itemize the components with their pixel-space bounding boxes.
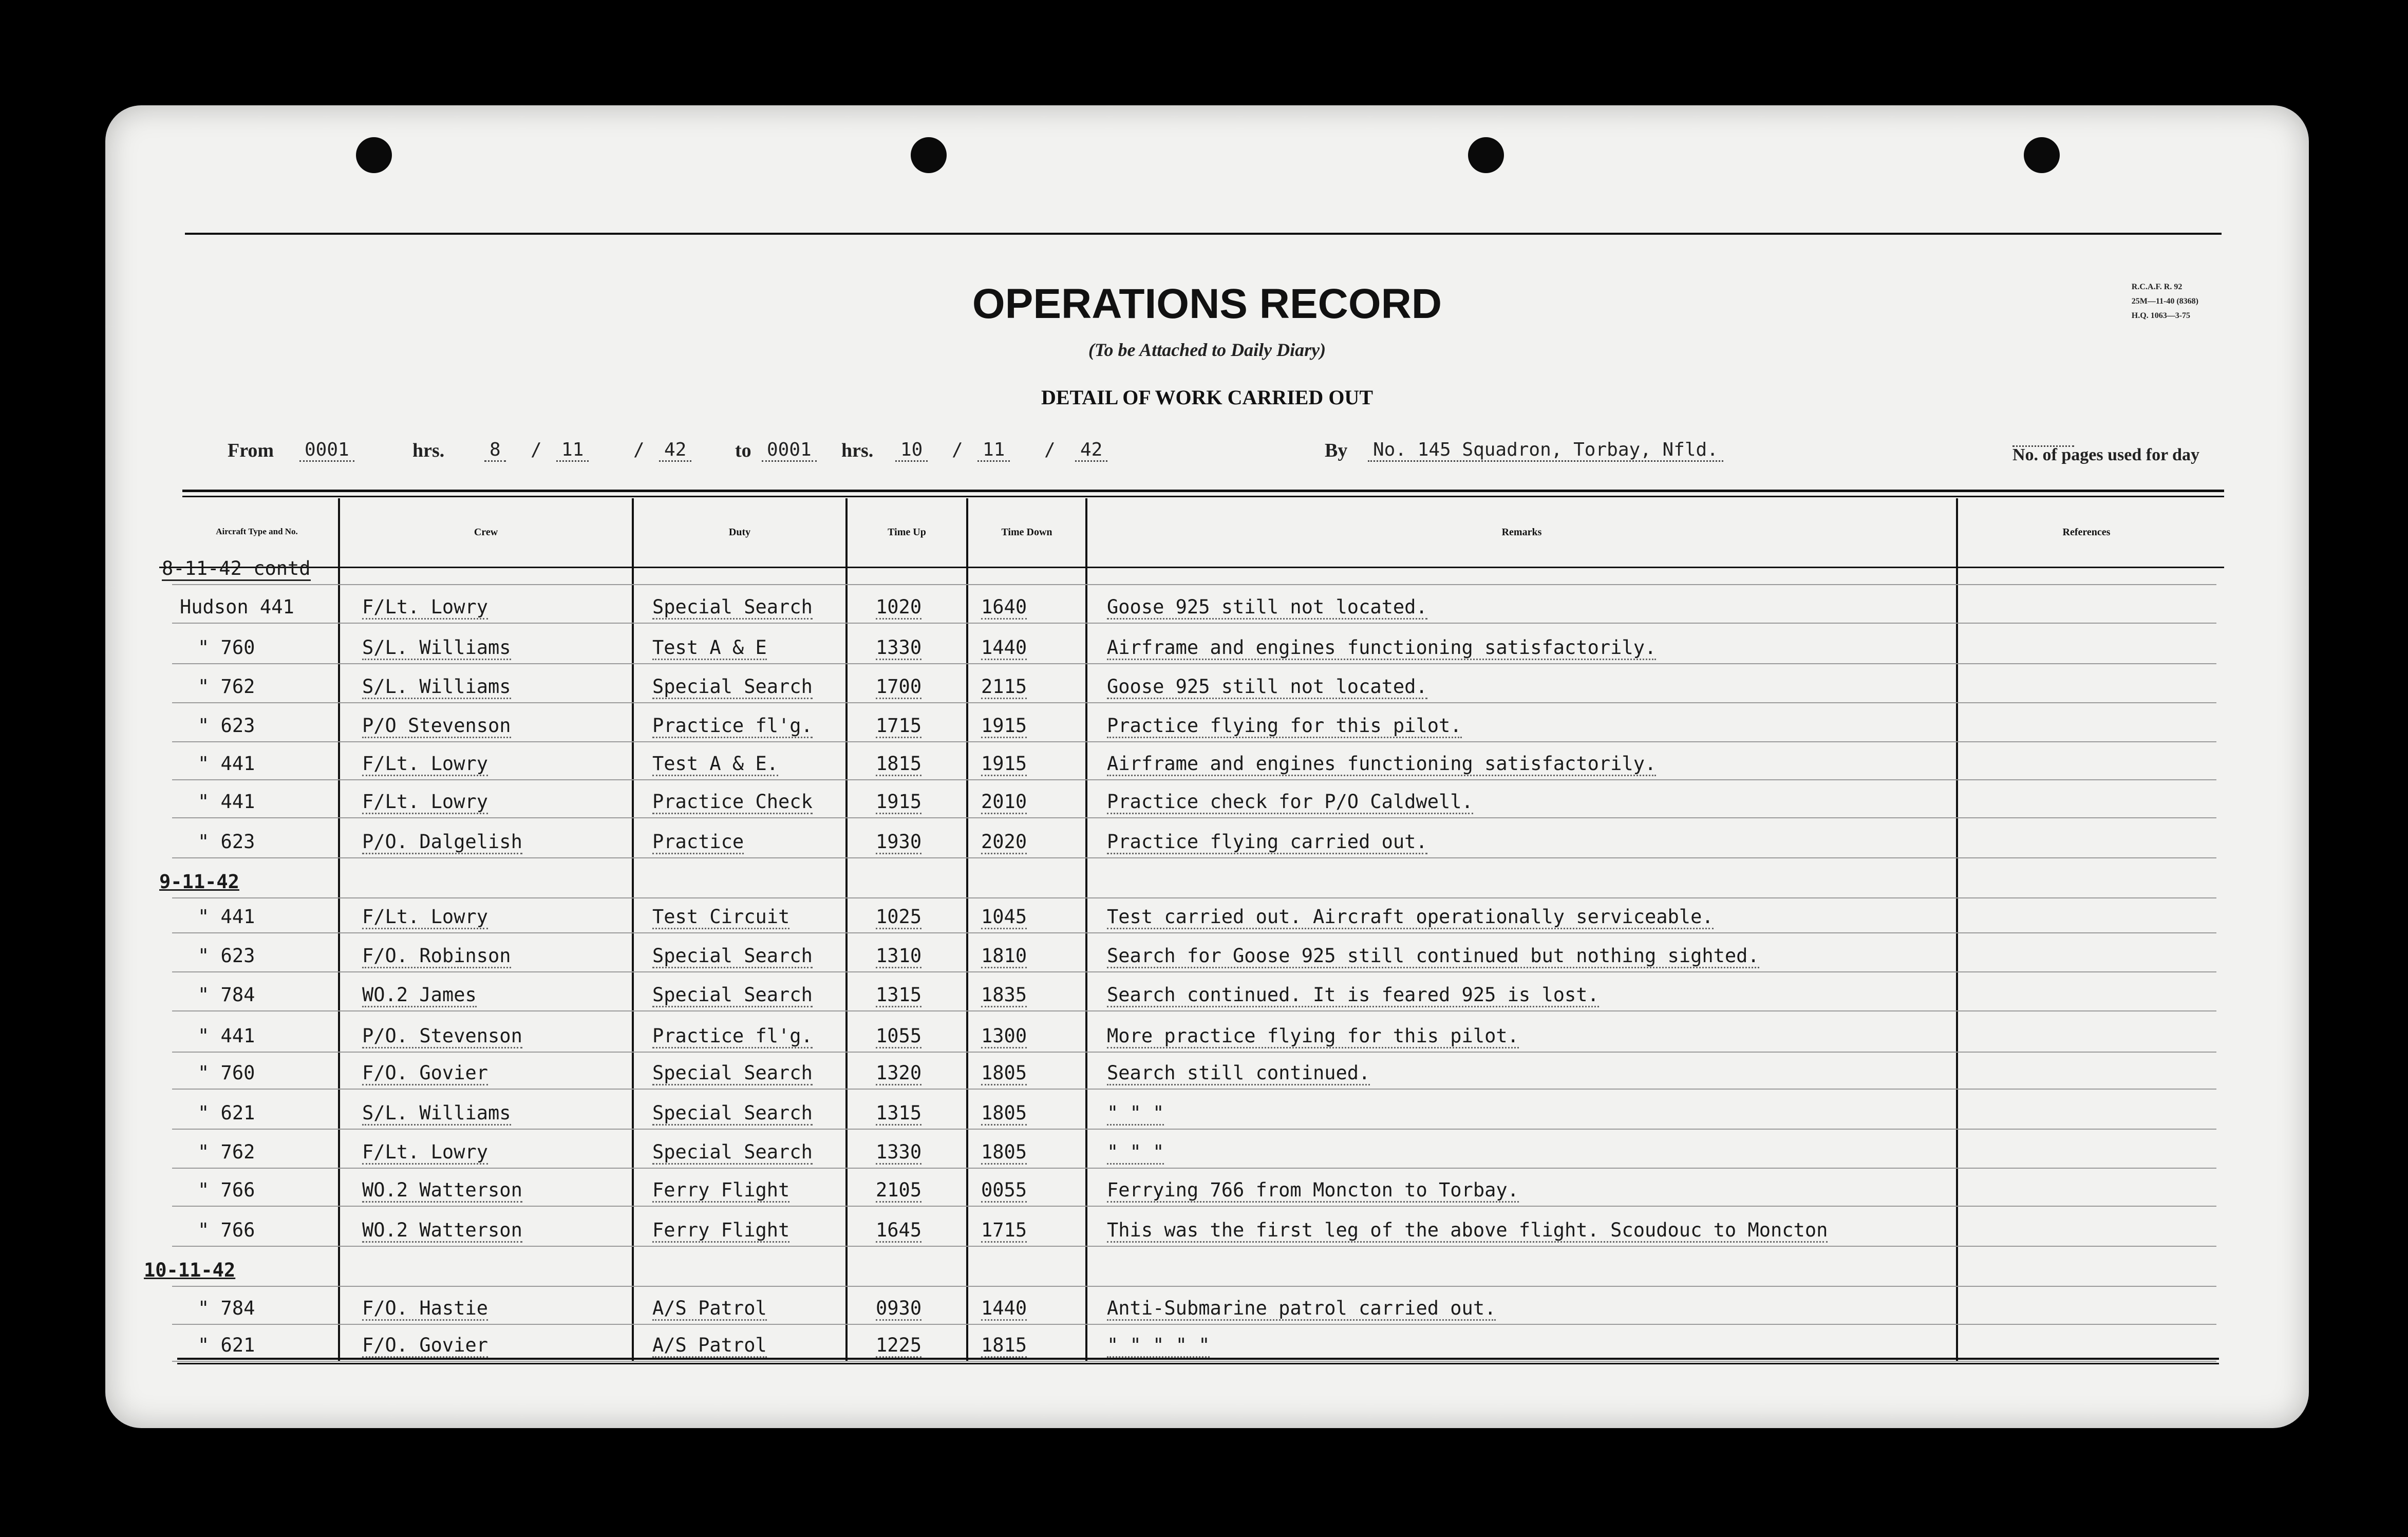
table-bottom-rule [177,1358,2219,1360]
sep-4: / [1044,439,1056,460]
col-header-duty: Duty [728,527,751,538]
from-day: 8 [484,439,506,462]
hrs-label-2: hrs. [841,440,874,461]
cell-duty: Special Search [652,945,813,968]
row-divider [172,932,2216,933]
cell-remarks: Search for Goose 925 still continued but nothing sighted. [1107,945,1759,968]
page-subtitle: (To be Attached to Daily Diary) [1088,340,1326,360]
cell-aircraft: " 766 [198,1179,255,1201]
squadron-name: No. 145 Squadron, Torbay, Nfld. [1368,439,1723,462]
col-line-6 [1956,498,1958,1361]
table-top-rule [182,490,2224,492]
from-label: From [228,440,274,461]
cell-duty: Special Search [652,1141,813,1165]
row-divider [172,1324,2216,1325]
cell-down: 1805 [981,1062,1027,1085]
cell-down: 1805 [981,1141,1027,1165]
cell-duty: Test Circuit [652,906,789,929]
cell-crew: S/L. Williams [362,1102,511,1126]
cell-aircraft: " 621 [198,1334,255,1356]
record-card [105,105,2309,1428]
to-year: 42 [1075,439,1107,462]
from-month: 11 [556,439,589,462]
to-month: 11 [977,439,1010,462]
cell-up: 2105 [876,1179,921,1203]
row-divider [172,971,2216,972]
cell-down: 1640 [981,596,1027,620]
cell-remarks: Anti-Submarine patrol carried out. [1107,1297,1496,1321]
to-day: 10 [895,439,928,462]
cell-crew: F/O. Hastie [362,1297,488,1321]
cell-down: 1835 [981,984,1027,1007]
row-divider [172,584,2216,585]
sep-3: / [952,439,963,460]
table-bottom-rule-2 [177,1363,2219,1364]
cell-down: 1810 [981,945,1027,968]
cell-up: 1330 [876,636,921,660]
cell-down: 2115 [981,676,1027,699]
cell-duty: Practice fl'g. [652,1025,813,1048]
col-line-3 [845,498,848,1361]
cell-up: 1055 [876,1025,921,1048]
cell-down: 1815 [981,1334,1027,1358]
cell-remarks: Airframe and engines functioning satisfactorily. [1107,636,1656,660]
col-header-time-up: Time Up [888,527,926,538]
col-line-2 [632,498,634,1361]
by-label: By [1325,440,1348,461]
cell-duty: Ferry Flight [652,1219,789,1243]
sep-2: / [633,439,645,460]
row-divider [172,1052,2216,1053]
top-rule [185,233,2222,235]
to-label: to [735,440,751,461]
cell-down: 1440 [981,636,1027,660]
cell-duty: Special Search [652,596,813,620]
col-header-time-down: Time Down [1001,527,1052,538]
header-bottom-rule [159,567,2224,568]
cell-remarks: " " " [1107,1141,1164,1165]
row-divider [172,897,2216,898]
col-line-4 [966,498,968,1361]
row-divider [172,1246,2216,1247]
detail-heading: DETAIL OF WORK CARRIED OUT [1041,386,1373,409]
col-header-aircraft: Aircraft Type and No. [216,527,298,536]
cell-duty: A/S Patrol [652,1297,767,1321]
cell-down: 2010 [981,791,1027,814]
page-title: OPERATIONS RECORD [972,280,1442,327]
date-heading: 10-11-42 [144,1259,236,1281]
row-divider [172,663,2216,664]
cell-down: 0055 [981,1179,1027,1203]
cell-up: 1915 [876,791,921,814]
cell-remarks: Ferrying 766 from Moncton to Torbay. [1107,1179,1519,1203]
cell-aircraft: " 760 [198,636,255,659]
cell-up: 1315 [876,984,921,1007]
cell-up: 1815 [876,753,921,776]
row-divider [172,1206,2216,1207]
cell-remarks: Search still continued. [1107,1062,1370,1085]
cell-remarks: More practice flying for this pilot. [1107,1025,1519,1048]
to-time: 0001 [762,439,817,462]
cell-crew: F/O. Govier [362,1062,488,1085]
cell-up: 1320 [876,1062,921,1085]
date-heading: 8-11-42 contd [162,557,311,581]
col-line-1 [338,498,340,1361]
cell-up: 1315 [876,1102,921,1126]
cell-remarks: Practice check for P/O Caldwell. [1107,791,1473,814]
cell-crew: F/Lt. Lowry [362,596,488,620]
cell-down: 1805 [981,1102,1027,1126]
cell-up: 0930 [876,1297,921,1321]
cell-down: 1045 [981,906,1027,929]
cell-aircraft: Hudson 441 [180,596,294,618]
row-divider [172,1168,2216,1169]
form-number: R.C.A.F. R. 92 25M—11-40 (8368) H.Q. 1063—3-75 [2131,283,2198,320]
date-heading: 9-11-42 [159,871,239,893]
cell-remarks: Practice flying carried out. [1107,831,1427,854]
cell-aircraft: " 784 [198,1297,255,1319]
col-line-5 [1085,498,1087,1361]
row-divider [172,857,2216,858]
cell-aircraft: " 441 [198,906,255,928]
from-year: 42 [659,439,691,462]
cell-aircraft: " 784 [198,984,255,1006]
cell-duty: Ferry Flight [652,1179,789,1203]
cell-up: 1930 [876,831,921,854]
cell-crew: P/O Stevenson [362,715,511,738]
col-header-crew: Crew [474,527,498,538]
cell-crew: F/Lt. Lowry [362,1141,488,1165]
punch-hole-3 [1468,137,1504,173]
row-divider [172,1361,2216,1362]
row-divider [172,779,2216,780]
col-header-references: References [2062,527,2111,538]
cell-crew: WO.2 James [362,984,477,1007]
cell-remarks: " " " [1107,1102,1164,1126]
cell-duty: Practice fl'g. [652,715,813,738]
col-header-remarks: Remarks [1501,527,1542,538]
cell-remarks: Test carried out. Aircraft operationally serviceable. [1107,906,1714,929]
cell-duty: Practice Check [652,791,813,814]
row-divider [172,702,2216,703]
cell-up: 1700 [876,676,921,699]
cell-crew: WO.2 Watterson [362,1179,522,1203]
punch-hole-2 [911,137,947,173]
cell-up: 1310 [876,945,921,968]
cell-down: 1915 [981,715,1027,738]
punch-hole-1 [356,137,392,173]
cell-remarks: " " " " " [1107,1334,1210,1358]
cell-remarks: Search continued. It is feared 925 is lost. [1107,984,1599,1007]
hrs-label-1: hrs. [412,440,445,461]
row-divider [172,1010,2216,1011]
cell-crew: F/O. Robinson [362,945,511,968]
cell-remarks: Goose 925 still not located. [1107,676,1427,699]
cell-crew: F/Lt. Lowry [362,753,488,776]
cell-aircraft: " 762 [198,1141,255,1163]
cell-down: 1440 [981,1297,1027,1321]
period-line: From 0001 hrs. 8 / 11 / 42 to 0001 hrs. 10 / 11 / 42 By No. 145 Squadron, Torbay, Nfld. No. of pages used for day [228,439,2199,464]
cell-crew: P/O. Dalgelish [362,831,522,854]
cell-remarks: This was the first leg of the above flight. Scoudouc to Moncton [1107,1219,1828,1243]
cell-crew: F/Lt. Lowry [362,906,488,929]
cell-aircraft: " 762 [198,676,255,698]
table-top-rule-2 [182,496,2224,497]
row-divider [172,1286,2216,1287]
cell-crew: S/L. Williams [362,676,511,699]
cell-down: 1915 [981,753,1027,776]
cell-crew: F/O. Govier [362,1334,488,1358]
cell-remarks: Goose 925 still not located. [1107,596,1427,620]
cell-aircraft: " 441 [198,753,255,775]
punch-hole-4 [2024,137,2060,173]
cell-aircraft: " 760 [198,1062,255,1084]
row-divider [172,741,2216,742]
cell-up: 1020 [876,596,921,620]
cell-crew: P/O. Stevenson [362,1025,522,1048]
cell-aircraft: " 623 [198,715,255,737]
row-divider [172,1089,2216,1090]
cell-duty: Special Search [652,1062,813,1085]
cell-crew: F/Lt. Lowry [362,791,488,814]
cell-aircraft: " 623 [198,945,255,967]
cell-duty: Special Search [652,984,813,1007]
row-divider [172,623,2216,624]
sep-1: / [531,439,542,460]
cell-aircraft: " 623 [198,831,255,853]
from-time: 0001 [299,439,354,462]
cell-aircraft: " 766 [198,1219,255,1241]
cell-duty: Test A & E. [652,753,778,776]
cell-duty: Test A & E [652,636,767,660]
cell-duty: Special Search [652,1102,813,1126]
row-divider [172,817,2216,818]
cell-remarks: Airframe and engines functioning satisfactorily. [1107,753,1656,776]
cell-up: 1225 [876,1334,921,1358]
cell-crew: S/L. Williams [362,636,511,660]
cell-duty: A/S Patrol [652,1334,767,1358]
cell-crew: WO.2 Watterson [362,1219,522,1243]
cell-up: 1330 [876,1141,921,1165]
cell-down: 1300 [981,1025,1027,1048]
pages-field[interactable] [2012,445,2074,447]
cell-aircraft: " 441 [198,1025,255,1047]
cell-down: 1715 [981,1219,1027,1243]
cell-duty: Special Search [652,676,813,699]
cell-down: 2020 [981,831,1027,854]
row-divider [172,1129,2216,1130]
cell-up: 1715 [876,715,921,738]
cell-up: 1645 [876,1219,921,1243]
cell-duty: Practice [652,831,744,854]
cell-aircraft: " 441 [198,791,255,813]
cell-aircraft: " 621 [198,1102,255,1124]
cell-remarks: Practice flying for this pilot. [1107,715,1462,738]
cell-up: 1025 [876,906,921,929]
